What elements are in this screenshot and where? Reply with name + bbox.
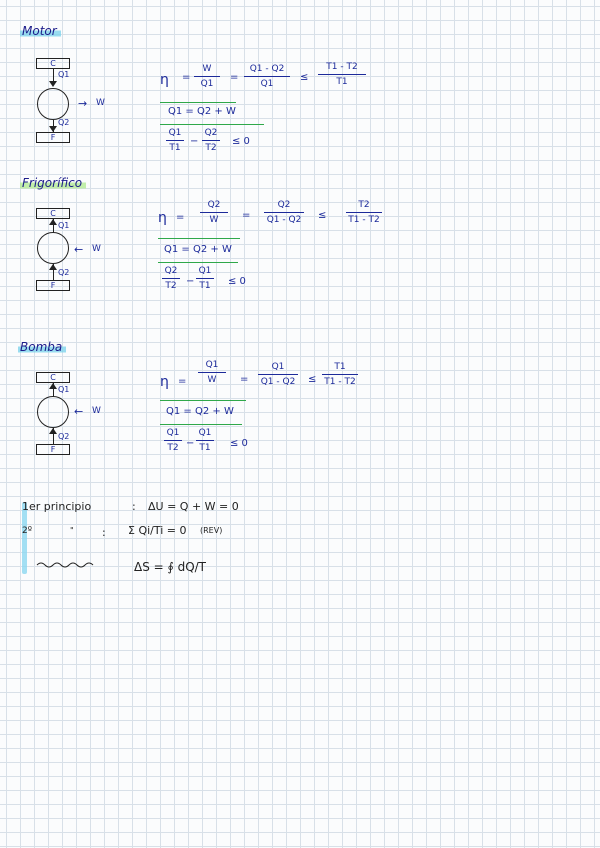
reversible-note: (REV) [200, 526, 223, 535]
arrow-up-icon [49, 219, 57, 225]
q-bottom-label: Q2 [58, 118, 70, 127]
clausius-term-a: Q2 T2 [162, 266, 180, 291]
arrow-left-icon: ← [74, 243, 84, 256]
engine-circle [37, 88, 69, 120]
clausius-inequality: ≤ 0 [228, 276, 246, 287]
arrow-left-icon: ← [74, 405, 84, 418]
entropy-equation: ΔS = ∮ dQ/T [134, 560, 207, 574]
work-label: W [92, 244, 101, 254]
hot-reservoir: F [36, 444, 70, 455]
eta-symbol: η [160, 72, 169, 88]
carnot-fraction: T2 T1 - T2 [346, 200, 382, 225]
arrow-down-icon [49, 81, 57, 87]
clausius-term-b: Q2 T2 [202, 128, 220, 153]
second-principle-label: 2º [22, 526, 32, 536]
q-bottom-label: Q2 [58, 268, 70, 277]
first-principle-equation: ΔU = Q + W = 0 [148, 500, 239, 513]
clausius-term-a: Q1 T2 [164, 428, 182, 453]
hot-reservoir: F [36, 132, 70, 143]
fridge-diagram [22, 208, 122, 308]
hot-reservoir: F [36, 280, 70, 291]
carnot-fraction: T1 - T2 T1 [318, 62, 366, 87]
work-label: W [96, 98, 105, 108]
energy-balance: Q1 = Q2 + W [164, 244, 232, 255]
first-principle-label: 1er principio [22, 500, 92, 513]
cold-reservoir: C [36, 372, 70, 383]
pump-circle [37, 396, 69, 428]
section-title-frigorifico: Frigorífico [20, 176, 86, 190]
cop-fraction: Q1 W [198, 360, 226, 385]
q-bottom-label: Q2 [58, 432, 70, 441]
clausius-term-b: Q1 T1 [196, 428, 214, 453]
fridge-circle [37, 232, 69, 264]
clausius-term-a: Q1 T1 [166, 128, 184, 153]
q-top-label: Q1 [58, 385, 70, 394]
efficiency-fraction-2: Q1 - Q2 Q1 [244, 64, 290, 89]
energy-balance: Q1 = Q2 + W [168, 106, 236, 117]
motor-diagram [22, 58, 122, 158]
eta-symbol: η [158, 210, 167, 226]
pump-diagram [22, 372, 122, 472]
energy-balance: Q1 = Q2 + W [166, 406, 234, 417]
q-top-label: Q1 [58, 70, 70, 79]
work-label: W [92, 406, 101, 416]
cop-fraction-2: Q1 Q1 - Q2 [258, 362, 298, 387]
arrow-up-icon [49, 383, 57, 389]
arrow-up-icon [49, 264, 57, 270]
clausius-inequality: ≤ 0 [232, 136, 250, 147]
section-title-bomba: Bomba [18, 340, 66, 354]
carnot-fraction: T1 T1 - T2 [322, 362, 358, 387]
arrow-right-icon: → [78, 97, 88, 110]
eta-symbol: η [160, 374, 169, 390]
clausius-inequality: ≤ 0 [230, 438, 248, 449]
efficiency-fraction: W Q1 [194, 64, 220, 89]
section-title-motor: Motor [20, 24, 61, 38]
second-principle-equation: Σ Qi/Ti = 0 [128, 524, 187, 537]
q-top-label: Q1 [58, 221, 70, 230]
cold-reservoir: C [36, 58, 70, 69]
arrow-up-icon [49, 428, 57, 434]
clausius-term-b: Q1 T1 [196, 266, 214, 291]
wavy-line [36, 560, 94, 570]
cop-fraction-2: Q2 Q1 - Q2 [264, 200, 304, 225]
cold-reservoir: C [36, 208, 70, 219]
cop-fraction: Q2 W [200, 200, 228, 225]
